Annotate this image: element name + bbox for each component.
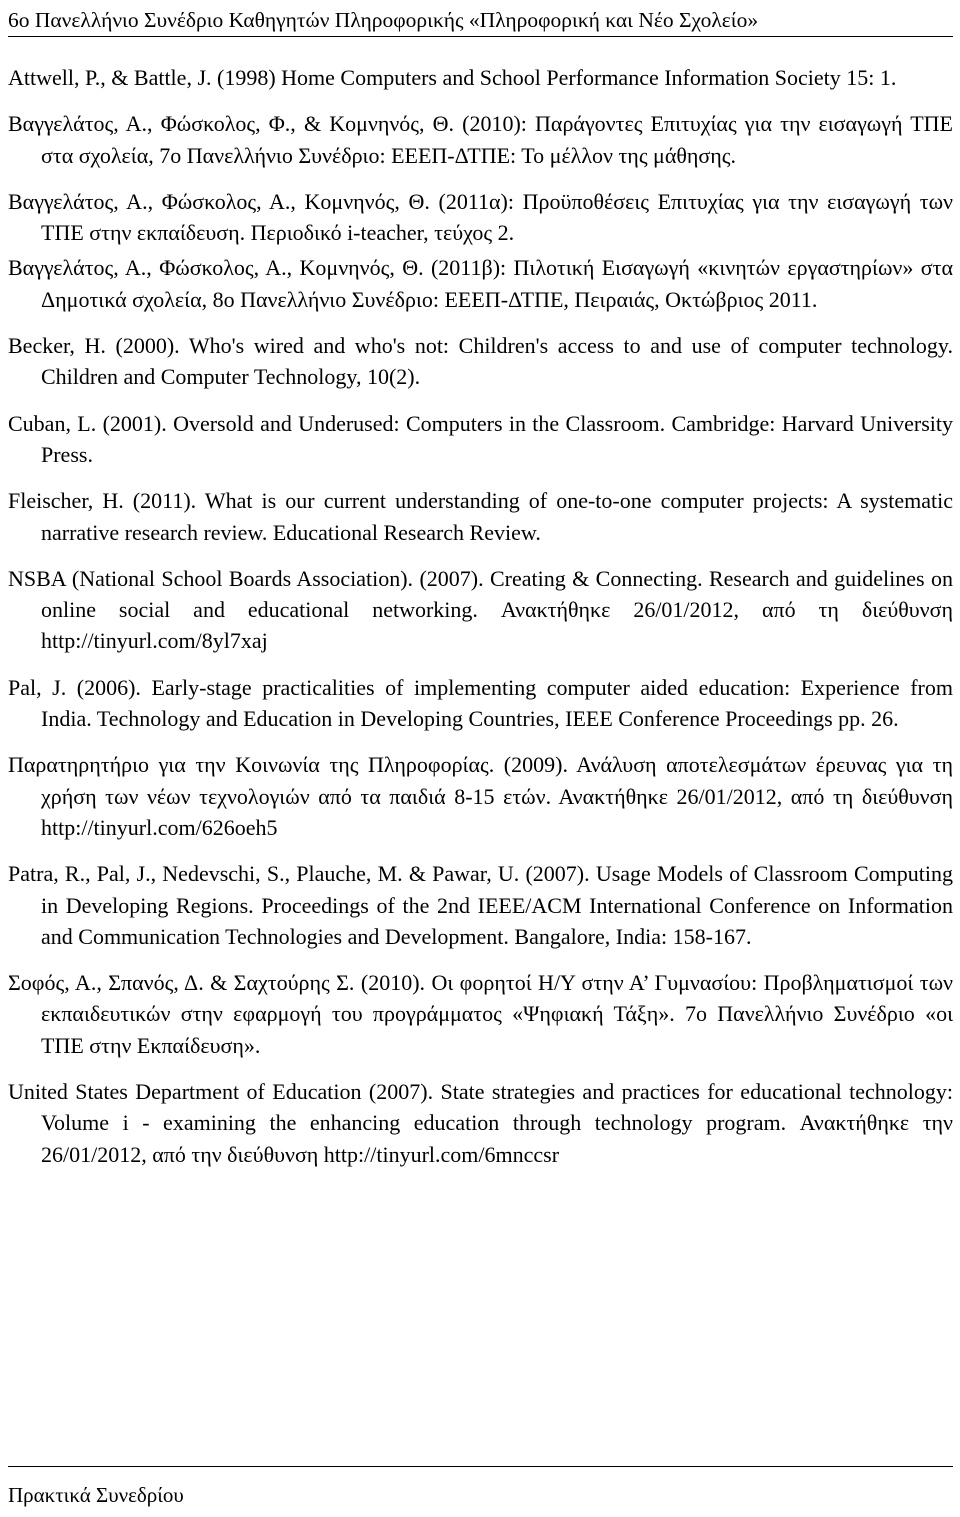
reference-item: United States Department of Education (2007). State strategies and practices for educational technology: Volume i - examining the enhancing education through technology program. Ανακτήθηκε την 26/01/2012, από την διεύθυνση http://tinyurl.com/6mnccsr (8, 1079, 953, 1167)
reference-item: Fleischer, H. (2011). What is our current understanding of one-to-one computer projects: A systematic narrative research review. Educational Research Review. (8, 488, 953, 545)
page-header (8, 6, 953, 37)
footer-text: Πρακτικά Συνεδρίου (8, 1483, 184, 1507)
reference-item: Cuban, L. (2001). Oversold and Underused: Computers in the Classroom. Cambridge: Harvard University Press. (8, 410, 953, 467)
reference-item: Βαγγελάτος, Α., Φώσκολος, Α., Κομνηνός, Θ. (2011β): Πιλοτική Εισαγωγή «κινητών εργαστηρίων» στα Δημοτικά σχολεία, 8ο Πανελλήνιο Συνέδριο: ΕΕΕΠ-ΔΤΠΕ, Πειραιάς, Οκτώβριος 2011. (8, 255, 953, 312)
reference-item: Becker, H. (2000). Who's wired and who's not: Children's access to and use of computer technology. Children and Computer Technology, 10(2). (8, 333, 953, 390)
reference-item: Παρατηρητήριο για την Κοινωνία της Πληροφορίας. (2009). Ανάλυση αποτελεσμάτων έρευνας για τη χρήση των νέων τεχνολογιών από τα παιδιά 8-15 ετών. Ανακτήθηκε 26/01/2012, από τη διεύθυνση http://tinyurl.com/626oeh5 (8, 752, 953, 840)
reference-item: Attwell, P., & Battle, J. (1998) Home Computers and School Performance Information Society 15: 1. (8, 65, 897, 90)
page-footer (8, 1466, 953, 1509)
reference-item: Patra, R., Pal, J., Nedevschi, S., Plauche, M. & Pawar, U. (2007). Usage Models of Classroom Computing in Developing Regions. Proceedings of the 2nd IEEE/ACM International Conference on Information and Communication Technologies and Development. Bangalore, India: 158-167. (8, 861, 953, 949)
reference-list (8, 62, 953, 1185)
reference-item: Σοφός, Α., Σπανός, Δ. & Σαχτούρης Σ. (2010). Οι φορητοί Η/Υ στην Α’ Γυμνασίου: Προβληματισμοί των εκπαιδευτικών στην εφαρμογή του προγράμματος «Ψηφιακή Τάξη». 7ο Πανελλήνιο Συνέδριο «οι ΤΠΕ στην Εκπαίδευση». (8, 970, 953, 1058)
header-text: 6ο Πανελλήνιο Συνέδριο Καθηγητών Πληροφορικής «Πληροφορική και Νέο Σχολείο» (8, 8, 759, 32)
reference-item: Pal, J. (2006). Early-stage practicalities of implementing computer aided education: Experience from India. Technology and Education in Developing Countries, IEEE Conference Proceedings pp. 26. (8, 674, 953, 732)
reference-item: Βαγγελάτος, Α., Φώσκολος, Α., Κομνηνός, Θ. (2011α): Προϋποθέσεις Επιτυχίας για την εισαγωγή των ΤΠΕ στην εκπαίδευση. Περιοδικό i-teacher, τεύχος 2. (8, 188, 953, 246)
reference-item: NSBA (National School Boards Association). (2007). Creating & Connecting. Research and guidelines on online social and educational networking. Ανακτήθηκε 26/01/2012, από τη διεύθυνση http://tinyurl.com/8yl7xaj (8, 565, 953, 654)
reference-item: Βαγγελάτος, Α., Φώσκολος, Φ., & Κομνηνός, Θ. (2010): Παράγοντες Επιτυχίας για την εισαγωγή ΤΠΕ στα σχολεία, 7ο Πανελλήνιο Συνέδριο: ΕΕΕΠ-ΔΤΠΕ: Το μέλλον της μάθησης. (8, 111, 953, 168)
